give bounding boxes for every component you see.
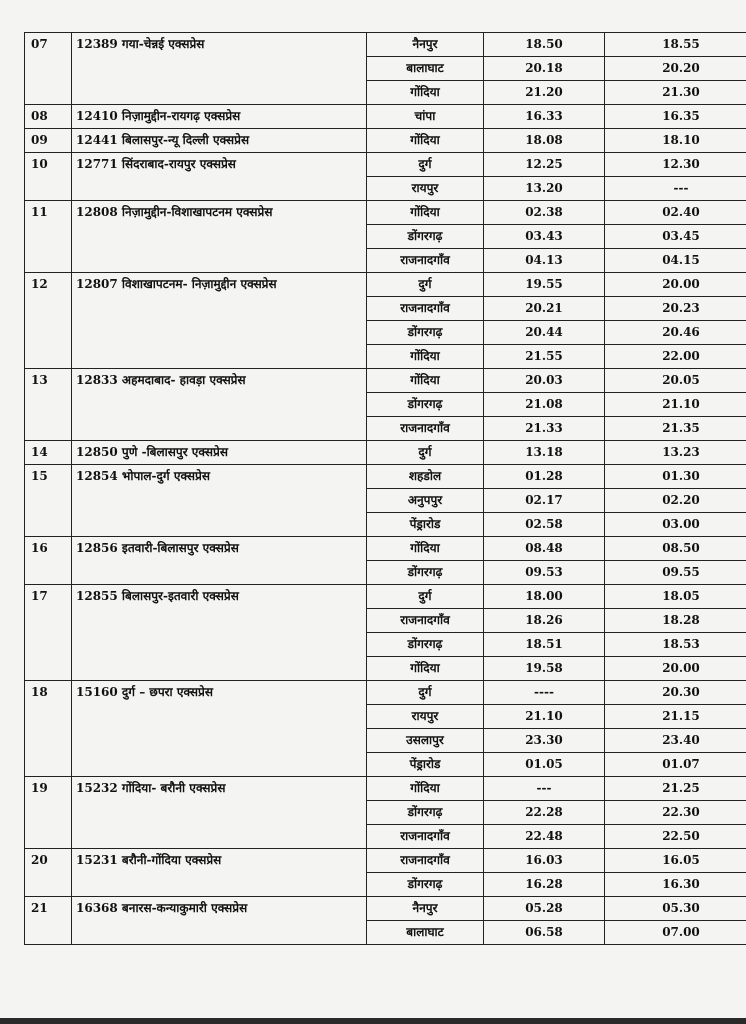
train-name: 12441 बिलासपुर-न्यू दिल्ली एक्सप्रेस bbox=[72, 129, 367, 153]
table-row bbox=[25, 33, 746, 57]
train-name: 12771 सिंदराबाद-रायपुर एक्सप्रेस bbox=[72, 153, 367, 201]
station-name: गोंदिया bbox=[367, 81, 484, 105]
arrival-time: 20.21 bbox=[484, 297, 605, 321]
table-row bbox=[25, 105, 746, 129]
station-name: डोंगरगढ़ bbox=[367, 801, 484, 825]
arrival-time: 16.28 bbox=[484, 873, 605, 897]
arrival-time: 03.43 bbox=[484, 225, 605, 249]
station-name: शहडोल bbox=[367, 465, 484, 489]
station-name: गोंदिया bbox=[367, 657, 484, 681]
departure-time: 20.23 bbox=[605, 297, 746, 321]
arrival-time: 21.08 bbox=[484, 393, 605, 417]
station-name: डोंगरगढ़ bbox=[367, 873, 484, 897]
timetable-body bbox=[25, 33, 746, 945]
arrival-time: 01.05 bbox=[484, 753, 605, 777]
station-name: राजनादगाँव bbox=[367, 249, 484, 273]
arrival-time: 02.17 bbox=[484, 489, 605, 513]
departure-time: 20.00 bbox=[605, 657, 746, 681]
departure-time: 18.05 bbox=[605, 585, 746, 609]
table-row bbox=[25, 777, 746, 801]
arrival-time: 21.55 bbox=[484, 345, 605, 369]
departure-time: 18.55 bbox=[605, 33, 746, 57]
arrival-time: 01.28 bbox=[484, 465, 605, 489]
table-row bbox=[25, 465, 746, 489]
serial-number: 10 bbox=[25, 153, 72, 201]
departure-time: 16.05 bbox=[605, 849, 746, 873]
train-name: 12856 इतवारी-बिलासपुर एक्सप्रेस bbox=[72, 537, 367, 585]
departure-time: 20.20 bbox=[605, 57, 746, 81]
table-row bbox=[25, 129, 746, 153]
arrival-time: 02.58 bbox=[484, 513, 605, 537]
bottom-edge bbox=[0, 1018, 746, 1024]
table-row bbox=[25, 585, 746, 609]
serial-number: 16 bbox=[25, 537, 72, 585]
arrival-time: 21.10 bbox=[484, 705, 605, 729]
table-row bbox=[25, 441, 746, 465]
station-name: डोंगरगढ़ bbox=[367, 633, 484, 657]
departure-time: 18.53 bbox=[605, 633, 746, 657]
table-row bbox=[25, 369, 746, 393]
table-row bbox=[25, 201, 746, 225]
table-row bbox=[25, 849, 746, 873]
arrival-time: 05.28 bbox=[484, 897, 605, 921]
departure-time: 21.15 bbox=[605, 705, 746, 729]
arrival-time: 21.20 bbox=[484, 81, 605, 105]
arrival-time: 22.28 bbox=[484, 801, 605, 825]
table-row bbox=[25, 681, 746, 705]
departure-time: 20.46 bbox=[605, 321, 746, 345]
arrival-time: 08.48 bbox=[484, 537, 605, 561]
departure-time: 01.30 bbox=[605, 465, 746, 489]
station-name: चांपा bbox=[367, 105, 484, 129]
arrival-time: --- bbox=[484, 777, 605, 801]
station-name: गोंदिया bbox=[367, 129, 484, 153]
station-name: गोंदिया bbox=[367, 345, 484, 369]
station-name: नैनपुर bbox=[367, 33, 484, 57]
departure-time: 18.28 bbox=[605, 609, 746, 633]
arrival-time: 12.25 bbox=[484, 153, 605, 177]
station-name: डोंगरगढ़ bbox=[367, 561, 484, 585]
arrival-time: 18.50 bbox=[484, 33, 605, 57]
arrival-time: 21.33 bbox=[484, 417, 605, 441]
train-name: 12850 पुणे -बिलासपुर एक्सप्रेस bbox=[72, 441, 367, 465]
train-name: 12389 गया-चेन्नई एक्सप्रेस bbox=[72, 33, 367, 105]
station-name: राजनादगाँव bbox=[367, 297, 484, 321]
arrival-time: 16.33 bbox=[484, 105, 605, 129]
serial-number: 14 bbox=[25, 441, 72, 465]
departure-time: 20.30 bbox=[605, 681, 746, 705]
station-name: डोंगरगढ़ bbox=[367, 321, 484, 345]
serial-number: 17 bbox=[25, 585, 72, 681]
station-name: उसलापुर bbox=[367, 729, 484, 753]
station-name: गोंदिया bbox=[367, 201, 484, 225]
station-name: बालाघाट bbox=[367, 57, 484, 81]
table-row bbox=[25, 897, 746, 921]
departure-time: 08.50 bbox=[605, 537, 746, 561]
station-name: गोंदिया bbox=[367, 777, 484, 801]
departure-time: 21.35 bbox=[605, 417, 746, 441]
arrival-time: 06.58 bbox=[484, 921, 605, 945]
station-name: दुर्ग bbox=[367, 273, 484, 297]
departure-time: 02.20 bbox=[605, 489, 746, 513]
station-name: पेंड्रारोड bbox=[367, 513, 484, 537]
station-name: राजनादगाँव bbox=[367, 849, 484, 873]
station-name: दुर्ग bbox=[367, 441, 484, 465]
train-name: 12808 निज़ामुद्दीन-विशाखापटनम एक्सप्रेस bbox=[72, 201, 367, 273]
departure-time: 12.30 bbox=[605, 153, 746, 177]
departure-time: 16.35 bbox=[605, 105, 746, 129]
arrival-time: 13.18 bbox=[484, 441, 605, 465]
departure-time: 20.00 bbox=[605, 273, 746, 297]
station-name: राजनादगाँव bbox=[367, 825, 484, 849]
departure-time: 02.40 bbox=[605, 201, 746, 225]
station-name: दुर्ग bbox=[367, 153, 484, 177]
train-name: 12410 निज़ामुद्दीन-रायगढ़ एक्सप्रेस bbox=[72, 105, 367, 129]
departure-time: 01.07 bbox=[605, 753, 746, 777]
station-name: पेंड्रारोड bbox=[367, 753, 484, 777]
departure-time: 09.55 bbox=[605, 561, 746, 585]
arrival-time: 02.38 bbox=[484, 201, 605, 225]
departure-time: 21.10 bbox=[605, 393, 746, 417]
departure-time: 20.05 bbox=[605, 369, 746, 393]
arrival-time: 13.20 bbox=[484, 177, 605, 201]
station-name: डोंगरगढ़ bbox=[367, 225, 484, 249]
station-name: अनुपपुर bbox=[367, 489, 484, 513]
table-row bbox=[25, 537, 746, 561]
departure-time: 04.15 bbox=[605, 249, 746, 273]
station-name: गोंदिया bbox=[367, 537, 484, 561]
train-name: 15232 गोंदिया- बरौनी एक्सप्रेस bbox=[72, 777, 367, 849]
serial-number: 21 bbox=[25, 897, 72, 945]
serial-number: 12 bbox=[25, 273, 72, 369]
station-name: दुर्ग bbox=[367, 585, 484, 609]
station-name: बालाघाट bbox=[367, 921, 484, 945]
table-row bbox=[25, 153, 746, 177]
station-name: राजनादगाँव bbox=[367, 417, 484, 441]
station-name: गोंदिया bbox=[367, 369, 484, 393]
arrival-time: ---- bbox=[484, 681, 605, 705]
departure-time: 18.10 bbox=[605, 129, 746, 153]
arrival-time: 20.44 bbox=[484, 321, 605, 345]
departure-time: 07.00 bbox=[605, 921, 746, 945]
serial-number: 09 bbox=[25, 129, 72, 153]
serial-number: 18 bbox=[25, 681, 72, 777]
train-name: 15231 बरौनी-गोंदिया एक्सप्रेस bbox=[72, 849, 367, 897]
train-name: 12855 बिलासपुर-इतवारी एक्सप्रेस bbox=[72, 585, 367, 681]
serial-number: 15 bbox=[25, 465, 72, 537]
serial-number: 19 bbox=[25, 777, 72, 849]
departure-time: 05.30 bbox=[605, 897, 746, 921]
serial-number: 11 bbox=[25, 201, 72, 273]
arrival-time: 22.48 bbox=[484, 825, 605, 849]
serial-number: 13 bbox=[25, 369, 72, 441]
station-name: रायपुर bbox=[367, 177, 484, 201]
arrival-time: 18.00 bbox=[484, 585, 605, 609]
station-name: रायपुर bbox=[367, 705, 484, 729]
train-name: 12833 अहमदाबाद- हावड़ा एक्सप्रेस bbox=[72, 369, 367, 441]
station-name: डोंगरगढ़ bbox=[367, 393, 484, 417]
arrival-time: 18.51 bbox=[484, 633, 605, 657]
table-row bbox=[25, 273, 746, 297]
arrival-time: 18.08 bbox=[484, 129, 605, 153]
train-name: 12854 भोपाल-दुर्ग एक्सप्रेस bbox=[72, 465, 367, 537]
arrival-time: 16.03 bbox=[484, 849, 605, 873]
departure-time: 22.00 bbox=[605, 345, 746, 369]
station-name: राजनादगाँव bbox=[367, 609, 484, 633]
departure-time: 03.45 bbox=[605, 225, 746, 249]
arrival-time: 20.03 bbox=[484, 369, 605, 393]
departure-time: 03.00 bbox=[605, 513, 746, 537]
train-name: 12807 विशाखापटनम- निज़ामुद्दीन एक्सप्रेस bbox=[72, 273, 367, 369]
arrival-time: 09.53 bbox=[484, 561, 605, 585]
departure-time: 13.23 bbox=[605, 441, 746, 465]
serial-number: 20 bbox=[25, 849, 72, 897]
arrival-time: 18.26 bbox=[484, 609, 605, 633]
serial-number: 07 bbox=[25, 33, 72, 105]
timetable bbox=[24, 32, 746, 945]
arrival-time: 23.30 bbox=[484, 729, 605, 753]
serial-number: 08 bbox=[25, 105, 72, 129]
departure-time: 22.50 bbox=[605, 825, 746, 849]
arrival-time: 19.58 bbox=[484, 657, 605, 681]
departure-time: 16.30 bbox=[605, 873, 746, 897]
departure-time: 21.25 bbox=[605, 777, 746, 801]
train-name: 16368 बनारस-कन्याकुमारी एक्सप्रेस bbox=[72, 897, 367, 945]
departure-time: 21.30 bbox=[605, 81, 746, 105]
departure-time: --- bbox=[605, 177, 746, 201]
arrival-time: 20.18 bbox=[484, 57, 605, 81]
timetable-sheet bbox=[24, 32, 728, 945]
arrival-time: 04.13 bbox=[484, 249, 605, 273]
arrival-time: 19.55 bbox=[484, 273, 605, 297]
station-name: दुर्ग bbox=[367, 681, 484, 705]
station-name: नैनपुर bbox=[367, 897, 484, 921]
train-name: 15160 दुर्ग – छपरा एक्सप्रेस bbox=[72, 681, 367, 777]
departure-time: 23.40 bbox=[605, 729, 746, 753]
departure-time: 22.30 bbox=[605, 801, 746, 825]
